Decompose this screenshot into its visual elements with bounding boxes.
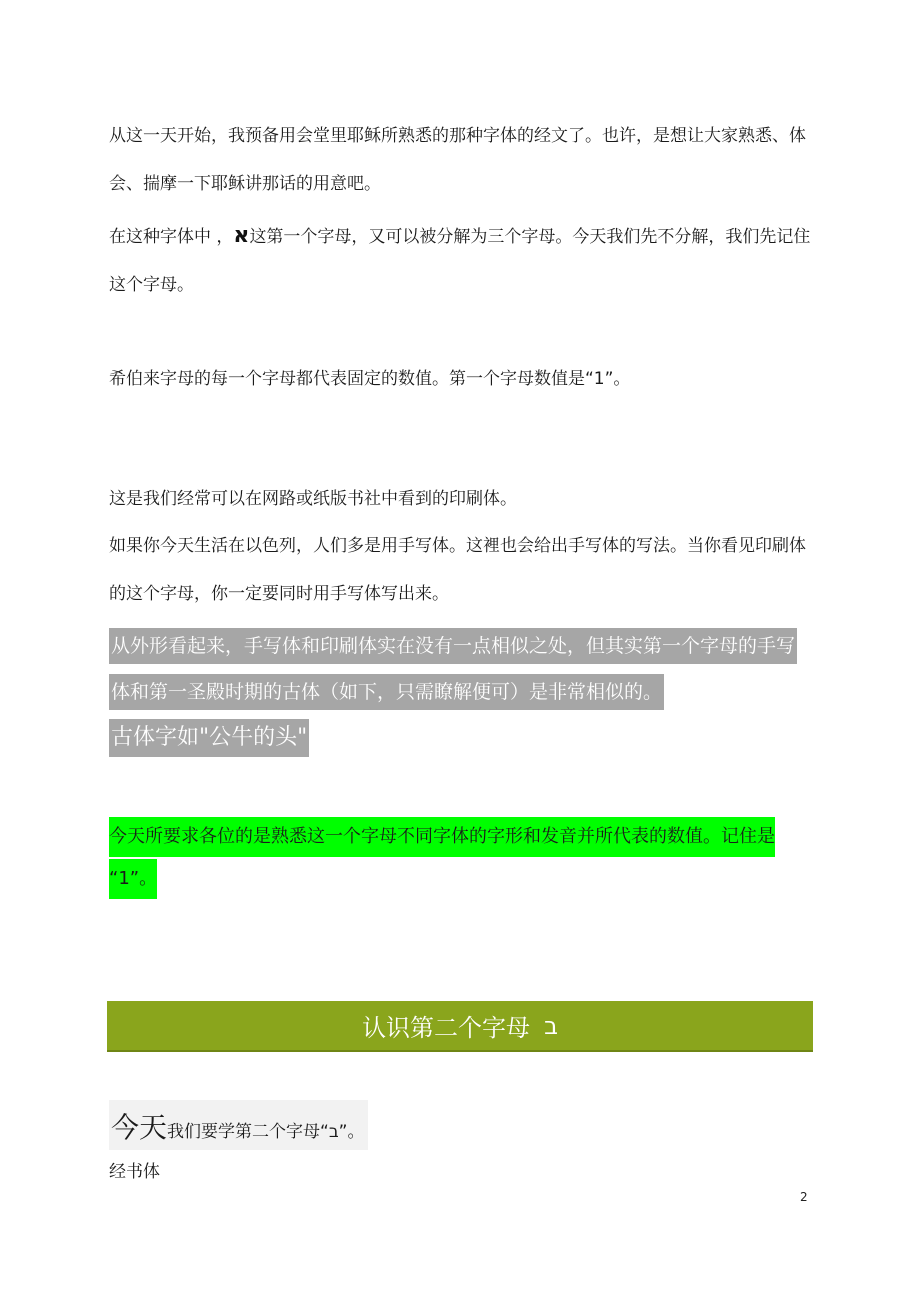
banner-hebrew-letter: ב [544,1011,558,1040]
paragraph-2-line-1 [109,212,819,261]
gray-highlight-line-2: 体和第一圣殿时期的古体（如下，只需瞭解便可）是非常相似的。 [109,674,664,710]
paragraph-2-before: 在这种字体中 ， [109,227,234,247]
gray-highlight-line-1: 从外形看起来，手写体和印刷体实在没有一点相似之处，但其实第一个字母的手写 [109,628,797,664]
green-highlight-line-1: 今天所要求各位的是熟悉这一个字母不同字体的字形和发音并所代表的数值。记住是 [109,817,775,857]
hebrew-letter-aleph: א [233,223,250,248]
gray-highlight-block [109,624,819,762]
paragraph-5 [109,522,819,618]
lesson-today-large: 今天 [111,1111,168,1144]
section-banner [107,1001,813,1052]
paragraph-1-line-2: 会、揣摩一下耶稣讲那话的用意吧。 [109,174,381,194]
paragraph-1-line-1: 从这一天开始，我预备用会堂里耶稣所熟悉的那种字体的经文了。也许，是想让大家熟悉、体 [109,126,806,146]
script-label: 经书体 [109,1162,160,1182]
banner-title: 认识第二个字母 [362,1014,531,1042]
paragraph-2-line-2: 这个字母。 [109,275,194,295]
paragraph-2 [109,212,819,309]
paragraph-5-line-2: 的这个字母，你一定要同时用手写体写出来。 [109,584,449,604]
green-highlight-line-2: “1”。 [109,859,157,899]
page-number: 2 [800,1190,808,1204]
paragraph-5-line-1: 如果你今天生活在以色列，人们多是用手写体。这裡也会给出手写体的写法。当你看见印刷体 [109,536,806,556]
paragraph-3: 希伯来字母的每一个字母都代表固定的数值。第一个字母数值是“1”。 [109,369,631,389]
lesson-intro [109,1100,368,1150]
gray-highlight-line-3: 古体字如"公牛的头" [109,719,309,757]
paragraph-2-after: 这第一个字母，又可以被分解为三个字母。今天我们先不分解，我们先记住 [249,227,811,247]
paragraph-1 [109,112,819,208]
paragraph-4: 这是我们经常可以在网路或纸版书社中看到的印刷体。 [109,489,517,509]
green-highlight-block [109,816,819,900]
lesson-today-rest: 我们要学第二个字母“ב”。 [167,1122,365,1142]
